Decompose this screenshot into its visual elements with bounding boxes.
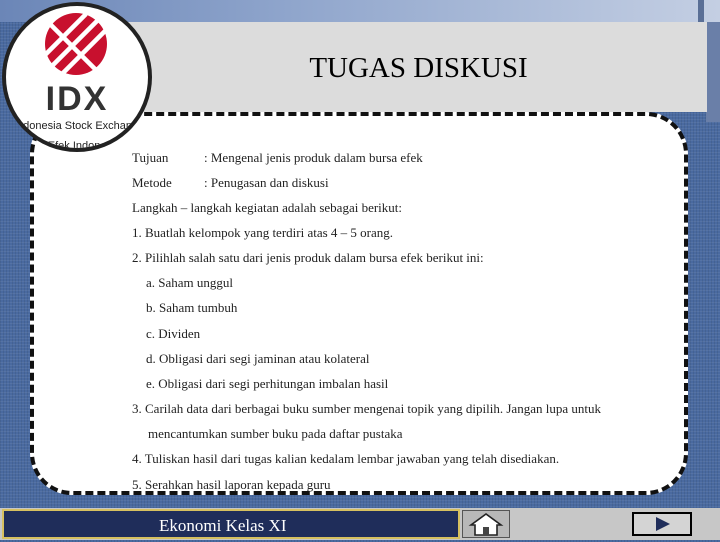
logo-line-2: Bursa Efek Indonesia xyxy=(16,140,121,152)
top-strip-accent xyxy=(698,0,704,22)
page-title: TUGAS DISKUSI xyxy=(309,52,528,84)
title-box xyxy=(120,22,707,112)
footer-bar xyxy=(0,508,720,540)
sub-item-a: a. Saham unggul xyxy=(146,275,234,290)
step-5: 5. Serahkan hasil laporan kepada guru xyxy=(132,477,331,492)
idx-logo xyxy=(2,2,152,152)
info-value: : Mengenal jenis produk dalam bursa efek xyxy=(204,150,423,165)
logo-line-1: Indonesia Stock Exchange xyxy=(14,120,145,132)
next-button[interactable] xyxy=(632,512,692,536)
info-label: Metode xyxy=(132,175,172,190)
intro-text: Langkah – langkah kegiatan adalah sebagai berikut: xyxy=(132,200,403,215)
info-row-tujuan xyxy=(132,150,423,166)
sub-item-c: c. Dividen xyxy=(146,326,201,341)
step-4: 4. Tuliskan hasil dari tugas kalian kedalam lembar jawaban yang telah disediakan. xyxy=(132,451,560,466)
sub-item-d: d. Obligasi dari segi jaminan atau kolateral xyxy=(146,351,370,366)
logo-brand: IDX xyxy=(45,80,109,118)
step-1: 1. Buatlah kelompok yang terdiri atas 4 – 5 orang. xyxy=(132,225,394,240)
info-row-metode xyxy=(132,175,329,191)
step-2: 2. Pilihlah salah satu dari jenis produk dalam bursa efek berikut ini: xyxy=(132,250,484,265)
home-button[interactable] xyxy=(462,510,510,538)
course-label: Ekonomi Kelas XI xyxy=(159,516,287,535)
right-edge xyxy=(706,22,720,122)
step-3-continued: mencantumkan sumber buku pada daftar pustaka xyxy=(148,426,403,441)
info-value: : Penugasan dan diskusi xyxy=(204,175,329,190)
sub-item-e: e. Obligasi dari segi perhitungan imbalan hasil xyxy=(146,376,389,391)
info-label: Tujuan xyxy=(132,150,169,165)
home-icon xyxy=(463,511,509,537)
content-panel xyxy=(30,112,688,495)
play-icon xyxy=(634,514,690,534)
sub-item-b: b. Saham tumbuh xyxy=(146,300,238,315)
step-3: 3. Carilah data dari berbagai buku sumber mengenai topik yang dipilih. Jangan lupa untuk xyxy=(132,401,601,416)
course-label-box xyxy=(2,509,460,539)
